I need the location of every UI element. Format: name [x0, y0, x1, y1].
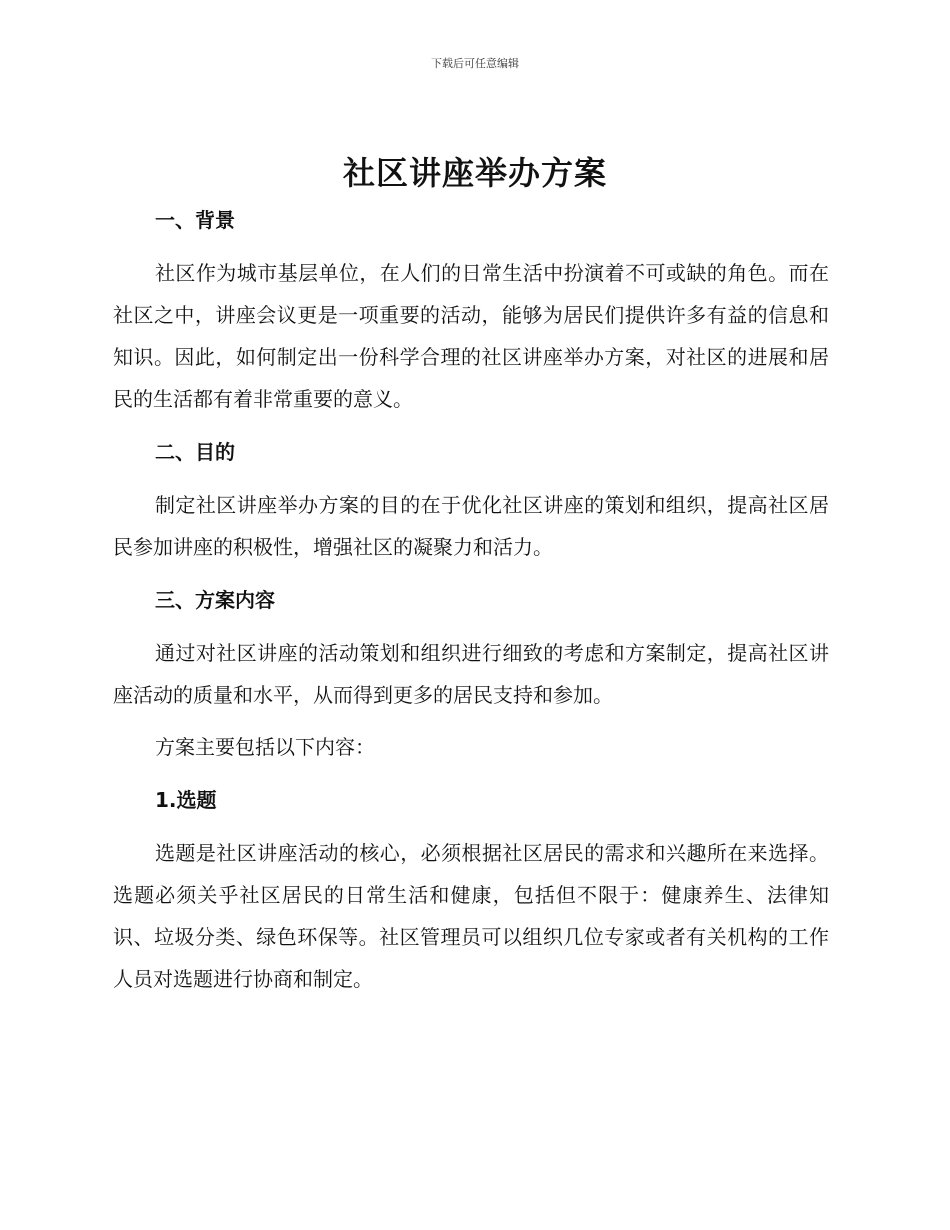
section-paragraph-purpose: 制定社区讲座举办方案的目的在于优化社区讲座的策划和组织，提高社区居民参加讲座的积极性，增强社区的凝聚力和活力。	[113, 493, 829, 559]
section-paragraph-plan: 通过对社区讲座的活动策划和组织进行细致的考虑和方案制定，提高社区讲座活动的质量和水平，从而得到更多的居民支持和参加。	[113, 641, 829, 707]
document-body	[113, 200, 829, 1000]
section-paragraph-background: 社区作为城市基层单位，在人们的日常生活中扮演着不可或缺的角色。而在社区之中，讲座会议更是一项重要的活动，能够为居民们提供许多有益的信息和知识。因此，如何制定出一份科学合理的社区讲座举办方案，对社区的进展和居民的生活都有着非常重要的意义。	[113, 261, 829, 411]
header-note: 下载后可任意编辑	[431, 57, 519, 70]
section-heading-background: 一、背景	[155, 208, 235, 232]
section-heading-topic: 1.选题	[155, 788, 217, 812]
section-paragraph-topic: 选题是社区讲座活动的核心，必须根据社区居民的需求和兴趣所在来选择。选题必须关乎社区居民的日常生活和健康，包括但不限于：健康养生、法律知识、垃圾分类、绿色环保等。社区管理员可以组织几位专家或者有关机构的工作人员对选题进行协商和制定。	[113, 841, 829, 991]
document-title: 社区讲座举办方案	[342, 154, 607, 192]
section-heading-purpose: 二、目的	[155, 440, 235, 464]
section-intro-plan: 方案主要包括以下内容：	[155, 735, 375, 759]
section-heading-plan: 三、方案内容	[155, 588, 275, 612]
